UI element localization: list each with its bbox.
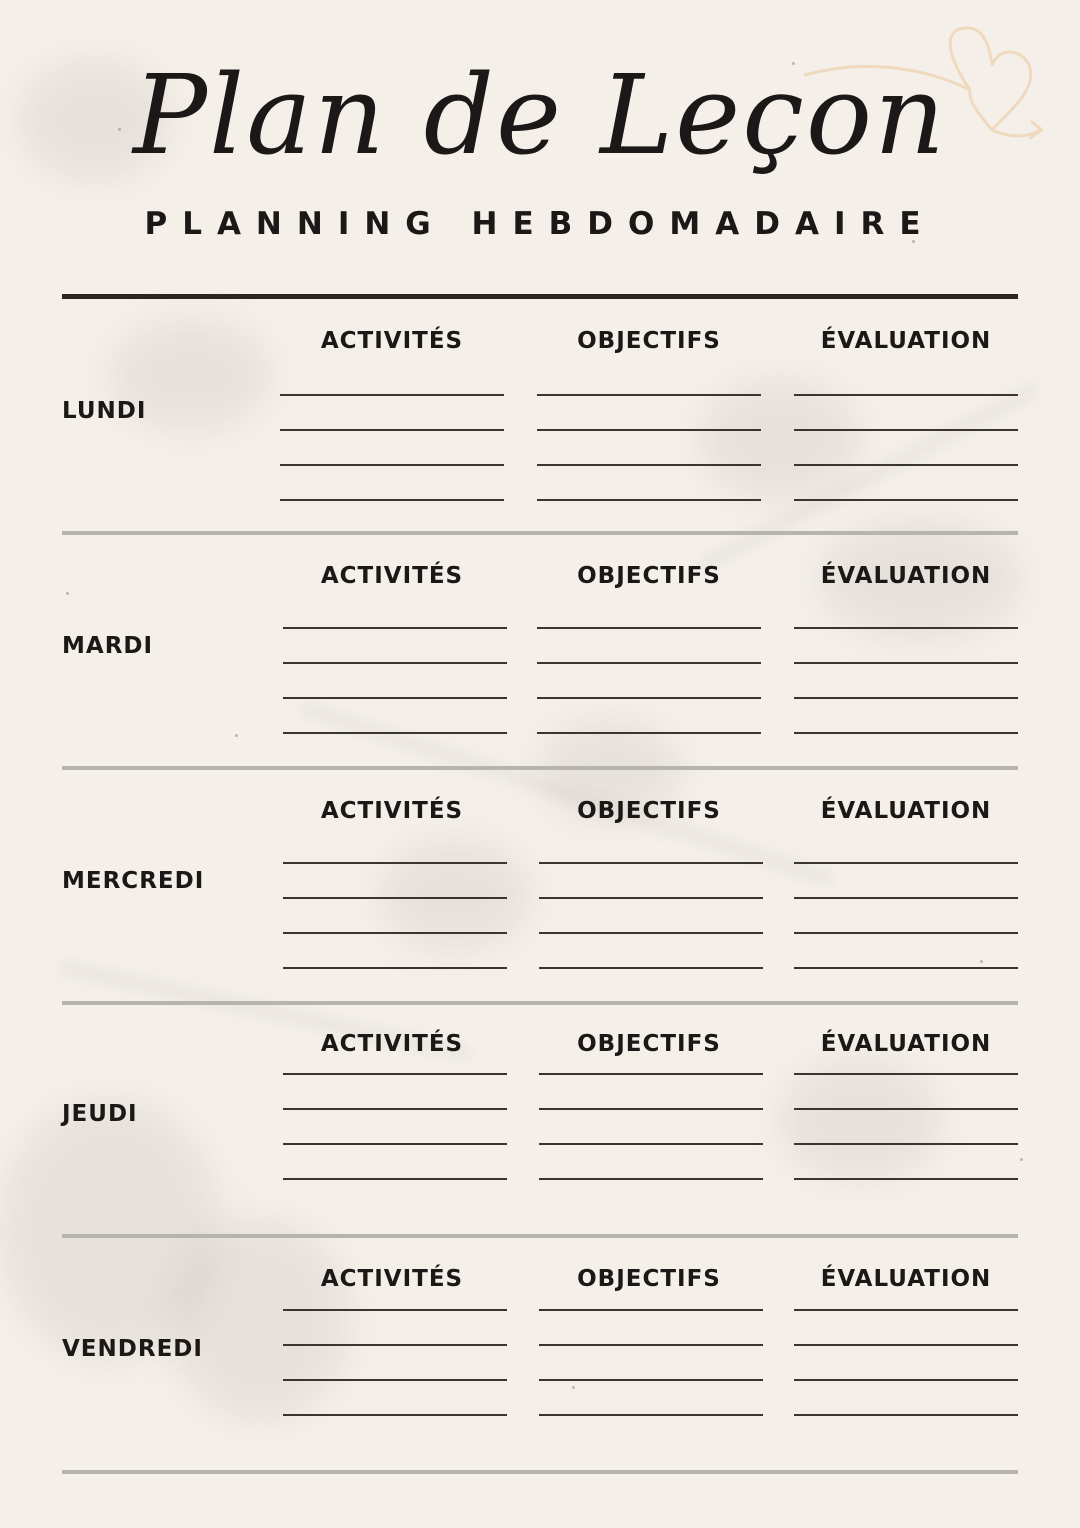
- day-label: MERCREDI: [62, 868, 205, 894]
- objectifs-line-3[interactable]: [539, 1143, 763, 1145]
- objectifs-line-4[interactable]: [537, 732, 761, 734]
- column-header-objectifs: OBJECTIFS: [577, 1266, 721, 1292]
- objectifs-line-2[interactable]: [539, 1108, 763, 1110]
- column-header-activites: ACTIVITÉS: [320, 563, 464, 589]
- objectifs-line-1[interactable]: [539, 1073, 763, 1075]
- activites-line-4[interactable]: [283, 967, 507, 969]
- objectifs-line-4[interactable]: [539, 1178, 763, 1180]
- column-header-evaluation: ÉVALUATION: [820, 563, 992, 589]
- evaluation-line-2[interactable]: [794, 897, 1018, 899]
- activites-line-3[interactable]: [283, 697, 507, 699]
- objectifs-line-2[interactable]: [539, 897, 763, 899]
- column-header-activites: ACTIVITÉS: [320, 1031, 464, 1057]
- activites-line-2[interactable]: [283, 1108, 507, 1110]
- evaluation-line-3[interactable]: [794, 697, 1018, 699]
- activites-line-3[interactable]: [283, 1379, 507, 1381]
- evaluation-line-1[interactable]: [794, 394, 1018, 396]
- objectifs-line-3[interactable]: [537, 697, 761, 699]
- objectifs-line-3[interactable]: [537, 464, 761, 466]
- day-section-jeudi: [62, 1005, 1018, 1234]
- evaluation-line-3[interactable]: [794, 1143, 1018, 1145]
- activites-line-3[interactable]: [280, 464, 504, 466]
- objectifs-line-4[interactable]: [539, 1414, 763, 1416]
- activites-line-1[interactable]: [283, 627, 507, 629]
- column-header-evaluation: ÉVALUATION: [820, 1266, 992, 1292]
- day-section-vendredi: [62, 1238, 1018, 1468]
- activites-line-1[interactable]: [283, 1309, 507, 1311]
- evaluation-line-3[interactable]: [794, 1379, 1018, 1381]
- objectifs-line-1[interactable]: [537, 394, 761, 396]
- day-section-mercredi: [62, 770, 1018, 1003]
- objectifs-line-1[interactable]: [539, 1309, 763, 1311]
- objectifs-line-4[interactable]: [537, 499, 761, 501]
- day-label: LUNDI: [62, 398, 147, 424]
- page-title: Plan de Leçon: [133, 51, 947, 179]
- evaluation-line-2[interactable]: [794, 662, 1018, 664]
- activites-line-2[interactable]: [280, 429, 504, 431]
- activites-line-1[interactable]: [283, 862, 507, 864]
- objectifs-line-2[interactable]: [539, 1344, 763, 1346]
- evaluation-line-3[interactable]: [794, 464, 1018, 466]
- column-header-objectifs: OBJECTIFS: [577, 328, 721, 354]
- objectifs-line-1[interactable]: [539, 862, 763, 864]
- column-header-activites: ACTIVITÉS: [320, 798, 464, 824]
- objectifs-line-2[interactable]: [537, 662, 761, 664]
- evaluation-line-2[interactable]: [794, 1108, 1018, 1110]
- objectifs-line-3[interactable]: [539, 1379, 763, 1381]
- evaluation-line-1[interactable]: [794, 1073, 1018, 1075]
- day-label: MARDI: [62, 633, 154, 659]
- activites-line-4[interactable]: [283, 1178, 507, 1180]
- speck: [1020, 1158, 1023, 1161]
- column-header-objectifs: OBJECTIFS: [577, 563, 721, 589]
- evaluation-line-4[interactable]: [794, 967, 1018, 969]
- evaluation-line-4[interactable]: [794, 1414, 1018, 1416]
- objectifs-line-4[interactable]: [539, 967, 763, 969]
- activites-line-3[interactable]: [283, 1143, 507, 1145]
- day-section-lundi: [62, 300, 1018, 533]
- activites-line-2[interactable]: [283, 1344, 507, 1346]
- activites-line-1[interactable]: [283, 1073, 507, 1075]
- evaluation-line-1[interactable]: [794, 862, 1018, 864]
- column-header-evaluation: ÉVALUATION: [820, 1031, 992, 1057]
- evaluation-line-4[interactable]: [794, 732, 1018, 734]
- column-header-activites: ACTIVITÉS: [320, 1266, 464, 1292]
- evaluation-line-1[interactable]: [794, 627, 1018, 629]
- evaluation-line-2[interactable]: [794, 429, 1018, 431]
- objectifs-line-3[interactable]: [539, 932, 763, 934]
- column-header-objectifs: OBJECTIFS: [577, 798, 721, 824]
- day-label: JEUDI: [62, 1101, 138, 1127]
- activites-line-4[interactable]: [283, 1414, 507, 1416]
- evaluation-line-2[interactable]: [794, 1344, 1018, 1346]
- header-divider: [62, 294, 1018, 299]
- page-subtitle: PLANNING HEBDOMADAIRE: [144, 206, 936, 242]
- section-divider: [62, 1470, 1018, 1474]
- activites-line-2[interactable]: [283, 897, 507, 899]
- evaluation-line-4[interactable]: [794, 499, 1018, 501]
- day-section-mardi: [62, 535, 1018, 768]
- objectifs-line-2[interactable]: [537, 429, 761, 431]
- column-header-evaluation: ÉVALUATION: [820, 328, 992, 354]
- activites-line-4[interactable]: [280, 499, 504, 501]
- column-header-evaluation: ÉVALUATION: [820, 798, 992, 824]
- column-header-objectifs: OBJECTIFS: [577, 1031, 721, 1057]
- activites-line-1[interactable]: [280, 394, 504, 396]
- evaluation-line-1[interactable]: [794, 1309, 1018, 1311]
- day-label: VENDREDI: [62, 1336, 203, 1362]
- activites-line-3[interactable]: [283, 932, 507, 934]
- activites-line-4[interactable]: [283, 732, 507, 734]
- column-header-activites: ACTIVITÉS: [320, 328, 464, 354]
- activites-line-2[interactable]: [283, 662, 507, 664]
- evaluation-line-4[interactable]: [794, 1178, 1018, 1180]
- objectifs-line-1[interactable]: [537, 627, 761, 629]
- evaluation-line-3[interactable]: [794, 932, 1018, 934]
